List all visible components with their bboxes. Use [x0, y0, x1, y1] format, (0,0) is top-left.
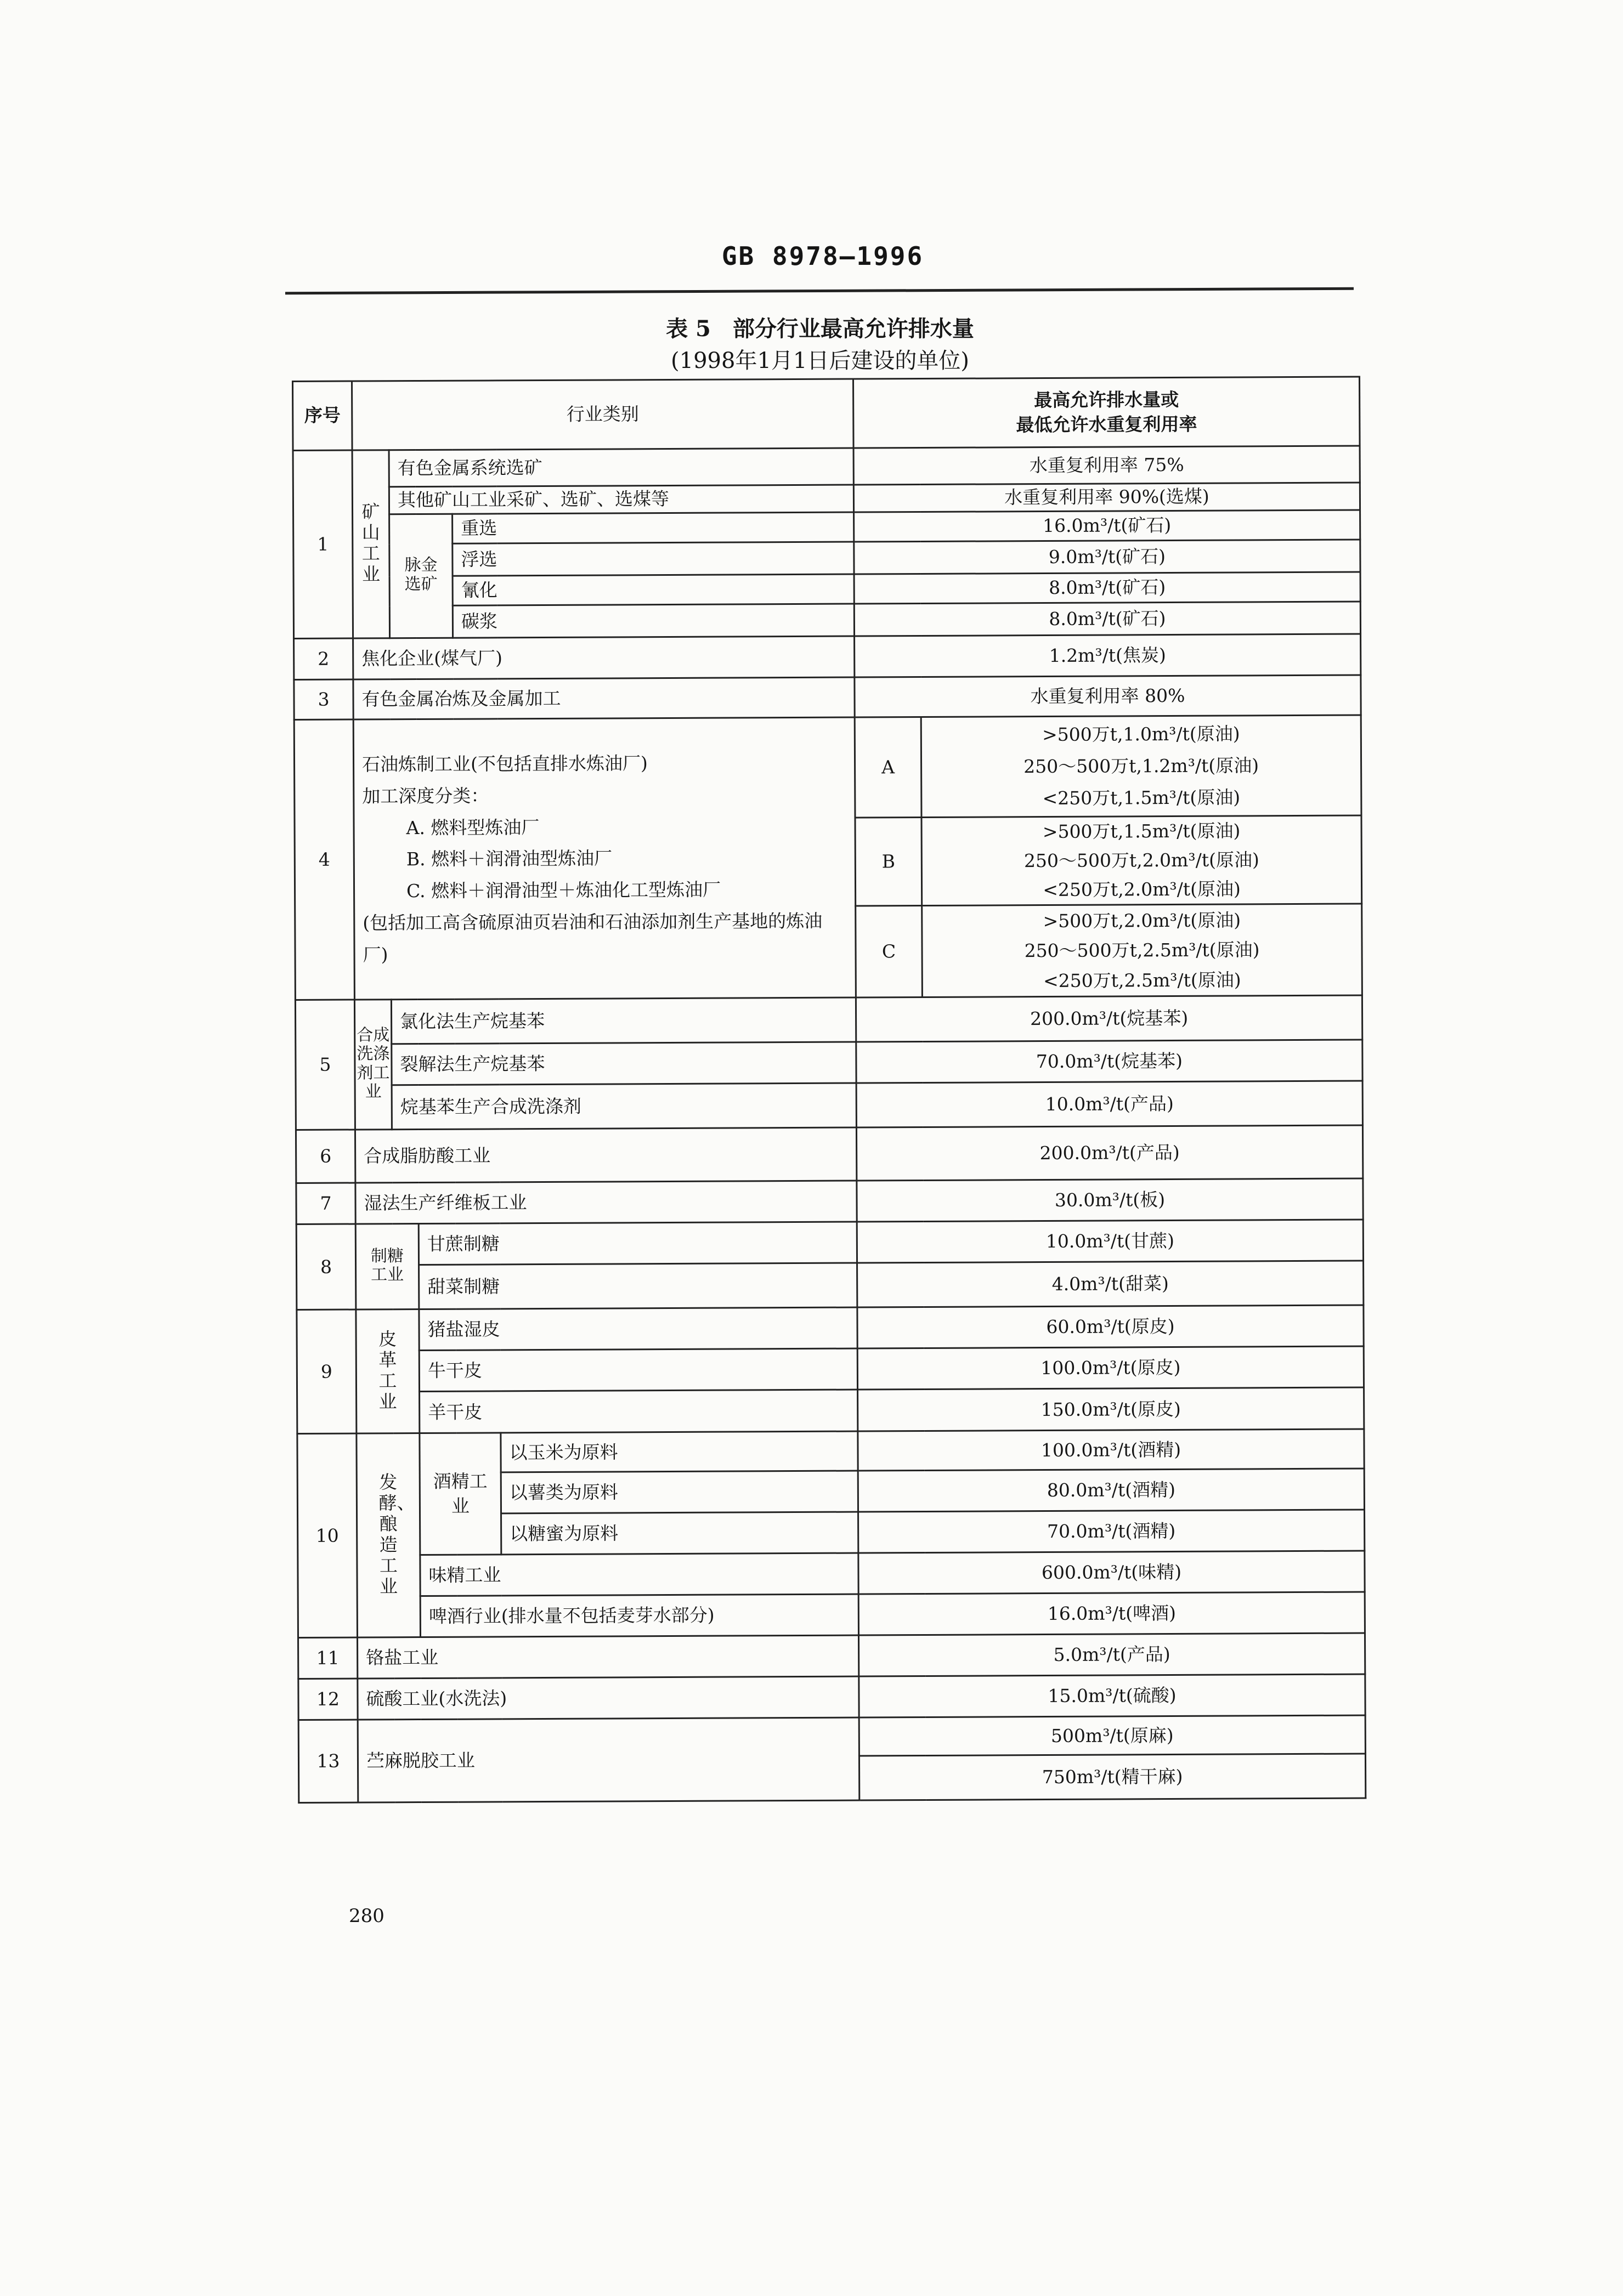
class-label: B — [855, 817, 922, 906]
table-row — [297, 1429, 1364, 1473]
value-line: >500万t,2.0m³/t(原油) — [1043, 909, 1241, 932]
row-seq: 12 — [298, 1679, 358, 1720]
row-value: 水重复利用率 90%(选煤) — [853, 483, 1360, 512]
row-category: 以玉米为原料 — [501, 1431, 858, 1472]
row-category: 硫酸工业(水洗法) — [358, 1676, 859, 1720]
row-seq: 10 — [297, 1433, 358, 1637]
row-category: 重选 — [453, 512, 854, 543]
table-row — [295, 995, 1362, 1044]
row-category: 甜菜制糖 — [419, 1263, 857, 1309]
group-label: 制糖工业 — [370, 1246, 404, 1285]
row-value: 16.0m³/t(矿石) — [854, 510, 1360, 542]
row-value: 水重复利用率 75% — [853, 446, 1360, 485]
row-group — [356, 1309, 420, 1433]
row-category: 甘蔗制糖 — [419, 1222, 857, 1265]
row-category: 以糖蜜为原料 — [501, 1512, 858, 1555]
category-line: 石油炼制工业(不包括直排水炼油厂) — [361, 752, 648, 775]
row-value: 4.0m³/t(甜菜) — [857, 1261, 1364, 1307]
table-row — [298, 1592, 1365, 1637]
group-label: 矿山工业 — [361, 501, 381, 585]
row-value: 30.0m³/t(板) — [857, 1178, 1363, 1222]
category-line: 加工深度分类： — [362, 785, 489, 807]
row-category: 味精工业 — [420, 1553, 858, 1596]
table-row — [297, 1346, 1364, 1392]
table-row — [296, 1220, 1363, 1265]
value-line: <250万t,2.0m³/t(原油) — [1043, 878, 1241, 900]
value-line: 250～500万t,2.5m³/t(原油) — [1024, 939, 1260, 962]
row-category: 苎麻脱胶工业 — [358, 1717, 859, 1802]
header-limit — [853, 377, 1360, 448]
row-seq: 13 — [298, 1720, 358, 1802]
row-value: 150.0m³/t(原皮) — [858, 1387, 1364, 1431]
row-value — [922, 904, 1362, 997]
row-category: 铬盐工业 — [358, 1635, 859, 1679]
table-row — [296, 1081, 1362, 1130]
row-category: 烷基苯生产合成洗涤剂 — [392, 1083, 856, 1130]
row-category: 有色金属冶炼及金属加工 — [353, 677, 855, 719]
row-value: 10.0m³/t(甘蔗) — [857, 1220, 1363, 1263]
row-value: 200.0m³/t(产品) — [856, 1125, 1362, 1181]
row-category: 浮选 — [453, 542, 854, 576]
header-seq: 序号 — [293, 381, 353, 450]
table-header-row — [293, 377, 1360, 450]
row-seq: 9 — [297, 1309, 357, 1433]
row-value: 10.0m³/t(产品) — [856, 1081, 1362, 1127]
row-seq: 2 — [294, 638, 353, 679]
row-seq: 5 — [295, 1000, 355, 1130]
row-seq: 4 — [294, 719, 354, 1000]
table-row — [293, 572, 1360, 606]
table-title: 表 5 部分行业最高允许排水量 — [666, 316, 974, 342]
row-category: 啤酒行业(排水量不包括麦芽水部分) — [420, 1594, 858, 1637]
row-value: 8.0m³/t(矿石) — [854, 572, 1360, 604]
table-row — [293, 602, 1360, 638]
row-value: 750m³/t(精干麻) — [859, 1754, 1365, 1800]
group-label: 合成洗涤剂工业 — [357, 1025, 390, 1102]
value-line: <250万t,1.5m³/t(原油) — [1042, 786, 1241, 809]
row-category: 焦化企业(煤气厂) — [353, 636, 855, 679]
row-value: 500m³/t(原麻) — [859, 1715, 1365, 1756]
standard-number: GB 8978—1996 — [721, 241, 924, 271]
value-line: 250～500万t,1.2m³/t(原油) — [1023, 755, 1259, 778]
row-value: 9.0m³/t(矿石) — [854, 540, 1360, 574]
table-row — [297, 1261, 1364, 1309]
row-value: 200.0m³/t(烷基苯) — [856, 995, 1362, 1042]
row-category: 湿法生产纤维板工业 — [355, 1181, 857, 1224]
row-category — [353, 717, 856, 1000]
row-value: 100.0m³/t(原皮) — [857, 1346, 1364, 1390]
header-category: 行业类别 — [352, 379, 854, 450]
subgroup-label: 脉金选矿 — [404, 555, 438, 594]
row-category: 猪盐湿皮 — [419, 1307, 857, 1350]
row-seq: 11 — [298, 1637, 358, 1679]
row-seq: 6 — [296, 1130, 355, 1183]
row-group — [357, 1433, 421, 1637]
table-row — [293, 540, 1360, 576]
table-row — [294, 675, 1361, 719]
category-line: A. 燃料型炼油厂 — [406, 816, 540, 838]
row-group — [354, 1000, 392, 1130]
category-line: B. 燃料＋润滑油型炼油厂 — [406, 847, 613, 870]
row-seq: 7 — [296, 1183, 355, 1224]
class-label: A — [855, 717, 921, 818]
table-row — [293, 446, 1360, 487]
row-value: 70.0m³/t(酒精) — [858, 1510, 1365, 1553]
row-value — [921, 715, 1361, 817]
row-value — [921, 815, 1362, 906]
row-value: 600.0m³/t(味精) — [858, 1551, 1365, 1594]
row-group — [355, 1224, 419, 1310]
row-group — [352, 450, 389, 638]
group-label: 皮革工业 — [378, 1328, 397, 1413]
row-category: 以薯类为原料 — [501, 1471, 858, 1513]
row-category: 合成脂肪酸工业 — [355, 1127, 856, 1183]
row-category: 有色金属系统选矿 — [389, 448, 853, 487]
row-category: 碳浆 — [453, 604, 854, 638]
page-number: 280 — [349, 1905, 384, 1927]
table-row — [298, 1715, 1365, 1758]
table-row — [297, 1387, 1364, 1433]
row-value: 80.0m³/t(酒精) — [858, 1469, 1364, 1512]
value-line: <250万t,2.5m³/t(原油) — [1043, 969, 1241, 991]
row-value: 100.0m³/t(酒精) — [858, 1429, 1364, 1471]
row-category: 其他矿山工业采矿、选矿、选煤等 — [389, 485, 853, 514]
row-value: 60.0m³/t(原皮) — [857, 1305, 1364, 1348]
row-subgroup — [389, 514, 453, 638]
row-category: 羊干皮 — [420, 1390, 858, 1433]
row-subgroup: 酒精工业 — [420, 1433, 501, 1555]
table-row — [297, 1305, 1364, 1351]
row-category: 氰化 — [453, 574, 854, 605]
header-rule — [285, 287, 1354, 294]
category-line: C. 燃料＋润滑油型＋炼油化工型炼油厂 — [406, 878, 721, 902]
row-value: 1.2m³/t(焦炭) — [855, 634, 1361, 677]
table-row — [298, 1633, 1365, 1679]
row-value: 16.0m³/t(啤酒) — [858, 1592, 1365, 1635]
value-line: 250～500万t,2.0m³/t(原油) — [1023, 849, 1259, 871]
row-value: 水重复利用率 80% — [855, 675, 1361, 717]
row-value: 15.0m³/t(硫酸) — [859, 1674, 1365, 1717]
value-line: >500万t,1.0m³/t(原油) — [1042, 723, 1240, 746]
discharge-table — [292, 376, 1366, 1804]
table-row — [296, 1125, 1362, 1183]
table-row — [294, 634, 1361, 679]
table-row — [293, 510, 1360, 544]
value-line: >500万t,1.5m³/t(原油) — [1042, 820, 1241, 843]
table-row — [296, 1178, 1363, 1224]
row-category: 裂解法生产烷基苯 — [392, 1042, 856, 1085]
table-subtitle: (1998年1月1日后建设的单位) — [671, 348, 969, 373]
row-value: 70.0m³/t(烷基苯) — [856, 1040, 1362, 1083]
table-row — [293, 483, 1360, 514]
row-seq: 3 — [294, 679, 353, 719]
table-row — [298, 1674, 1365, 1720]
row-seq: 1 — [293, 450, 353, 638]
table-row — [296, 1040, 1362, 1085]
class-label: C — [856, 906, 923, 998]
row-value: 5.0m³/t(产品) — [859, 1633, 1365, 1676]
table-row — [294, 715, 1361, 820]
header-limit-line1: 最高允许排水量或 — [1034, 388, 1179, 411]
category-line: (包括加工高含硫原油页岩油和石油添加剂生产基地的炼油厂) — [363, 910, 823, 966]
row-value: 8.0m³/t(矿石) — [854, 602, 1360, 636]
table-row — [298, 1551, 1365, 1596]
group-label: 发酵、酿造工业 — [378, 1471, 415, 1597]
header-limit-line2: 最低允许水重复利用率 — [1016, 413, 1197, 435]
row-category: 牛干皮 — [419, 1348, 857, 1391]
row-category: 氯化法生产烷基苯 — [391, 997, 856, 1044]
row-seq: 8 — [296, 1224, 356, 1309]
